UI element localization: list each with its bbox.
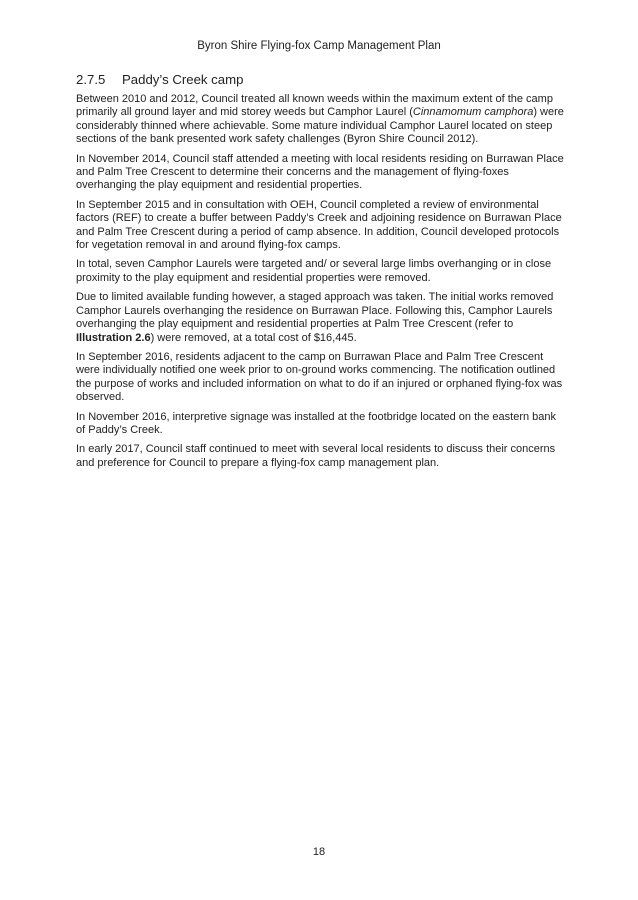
paragraph-6: In September 2016, residents adjacent to the camp on Burrawan Place and Palm Tree Crescent were individually notified one week prior to on-ground works commencing. The notification outlined the purpose of works and included information on what to do if an injured or orphaned flying-fox was observed.: [76, 350, 563, 404]
paragraph-5: [76, 291, 568, 345]
section-number: 2.7.5: [76, 72, 106, 87]
paragraph-5-text-b: ) were removed, at a total cost of $16,445.: [150, 331, 357, 344]
page-header: Byron Shire Flying-fox Camp Management Plan: [197, 40, 441, 52]
illustration-reference: Illustration 2.6: [76, 331, 151, 344]
section-title: Paddy’s Creek camp: [122, 72, 244, 87]
document-body: [76, 72, 568, 476]
paragraph-1-text-a: Between 2010 and 2012, Council treated all known weeds within the maximum extent of the camp primarily all ground layer and mid storey weeds but Camphor Laurel (: [76, 93, 553, 119]
paragraph-5-text-a: Due to limited available funding however, a staged approach was taken. The initial works removed Camphor Laurels overhanging the residence on Burrawan Place. Following this, Camphor Laurels overhanging the play equipment and residential properties at Palm Tree Crescent (refer to: [76, 291, 554, 331]
paragraph-1-text-b: ) were considerably thinned where achievable. Some mature individual Camphor Laurel located on steep sections of the bank presented work safety challenges (Byron Shire Council 2012).: [76, 106, 564, 146]
paragraph-8: In early 2017, Council staff continued to meet with several local residents to discuss their concerns and preference for Council to prepare a flying-fox camp management plan.: [76, 443, 556, 469]
paragraph-4: In total, seven Camphor Laurels were targeted and/ or several large limbs overhanging or in close proximity to the play equipment and residential properties were removed.: [76, 258, 552, 284]
paragraph-1: [76, 93, 568, 147]
paragraph-7: In November 2016, interpretive signage was installed at the footbridge located on the eastern bank of Paddy’s Creek.: [76, 410, 557, 436]
paragraph-2: In November 2014, Council staff attended a meeting with local residents residing on Burrawan Place and Palm Tree Crescent to determine their concerns and the management of flying-foxes overhanging the play equipment and residential properties.: [76, 152, 564, 192]
page-number: 18: [312, 846, 326, 858]
section-heading: [76, 72, 568, 87]
species-name: Cinnamomum camphora: [412, 106, 534, 119]
paragraph-3: In September 2015 and in consultation with OEH, Council completed a review of environmental factors (REF) to create a buffer between Paddy’s Creek and adjoining residence on Burrawan Place and Palm Tree Crescent during a period of camp absence. In addition, Council developed protocols for vegetation removal in and around flying-fox camps.: [76, 198, 562, 252]
